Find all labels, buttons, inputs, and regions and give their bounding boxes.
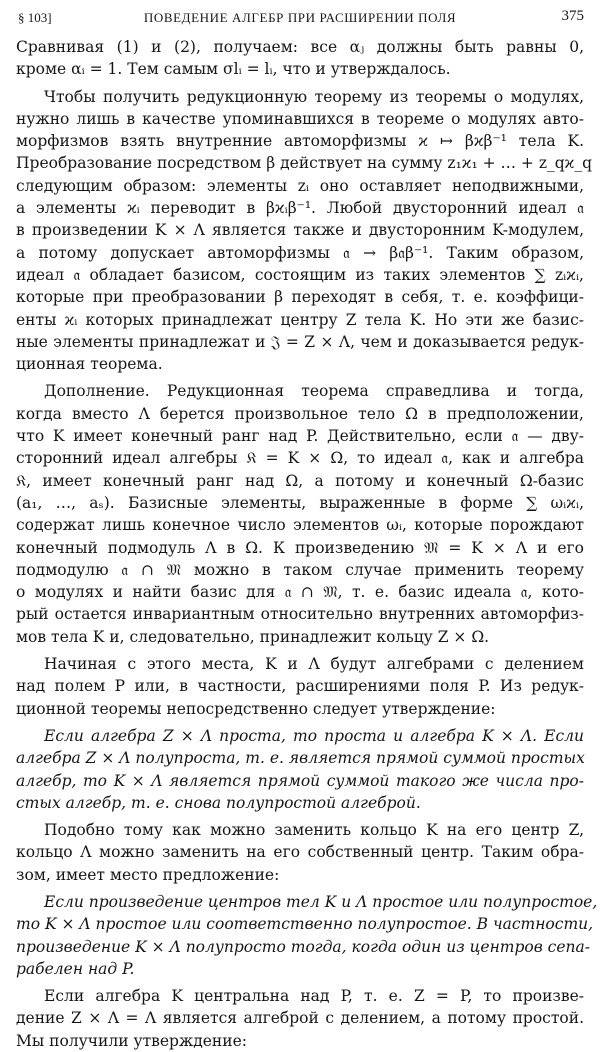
text-line: Если алгебра Z × Λ проста, то проста и алгебра K × Λ. Если bbox=[44, 726, 584, 745]
text-line: алгебра Z × Λ полупроста, т. е. является прямой суммой простых bbox=[16, 749, 585, 768]
text-line: сторонний идеал алгебры 𝔎 = K × Ω, то идеал 𝔞, как и алгебра bbox=[16, 449, 584, 468]
text-line: зом, имеет место предложение: bbox=[16, 865, 280, 884]
text-line: Подобно тому как можно заменить кольцо K на его центр Z, bbox=[44, 821, 584, 840]
text-paragraph bbox=[16, 86, 593, 376]
text-line: над полем P или, в частности, расширениями поля P. Из редук- bbox=[16, 677, 584, 696]
italic-statement-paragraph bbox=[16, 891, 598, 980]
page-number: 375 bbox=[561, 8, 584, 24]
text-line: а элементы ϰᵢ переводит в βϰᵢβ⁻¹. Любой двусторонний идеал 𝔞 bbox=[16, 199, 584, 218]
text-paragraph bbox=[16, 819, 584, 886]
page-body bbox=[16, 36, 598, 1052]
running-title: ПОВЕДЕНИЕ АЛГЕБР ПРИ РАСШИРЕНИИ ПОЛЯ bbox=[143, 10, 457, 25]
text-line: морфизмов взять внутренние автоморфизмы ϰ ↦ βϰβ⁻¹ тела K. bbox=[16, 132, 584, 151]
text-line: кольцо Λ можно заменить на его собственный центр. Таким обра- bbox=[16, 843, 584, 862]
text-line: ные элементы принадлежат и 𝔍 = Z × Λ, чем и доказывается редук- bbox=[16, 332, 584, 351]
text-line: Если произведение центров тел K и Λ простое или полупростое, bbox=[44, 892, 598, 911]
running-header bbox=[16, 6, 584, 36]
text-paragraph bbox=[16, 36, 584, 81]
text-line: конечный подмодуль Λ в Ω. К произведению 𝔐 = K × Λ и его bbox=[16, 538, 584, 557]
text-line: в произведении K × Λ является также и двусторонним K-модулем, bbox=[16, 221, 584, 240]
text-line: (a₁, …, aₛ). Базисные элементы, выраженные в форме ∑ ωᵢϰᵢ, bbox=[16, 493, 584, 512]
text-line: Преобразование посредством β действует на сумму z₁ϰ₁ + … + z_qϰ_q bbox=[16, 154, 593, 173]
text-line: Мы получили утверждение: bbox=[16, 1031, 247, 1050]
text-line: Чтобы получить редукционную теорему из теоремы о модулях, bbox=[44, 87, 584, 106]
italic-statement-paragraph bbox=[16, 725, 584, 814]
text-line: следующим образом: элементы zᵢ оно оставляет неподвижными, bbox=[16, 176, 584, 195]
text-line: Если алгебра K центральна над P, т. е. Z = P, то произве- bbox=[44, 987, 584, 1006]
text-paragraph bbox=[16, 653, 584, 720]
text-line: содержат лишь конечное число элементов ωᵢ, которые порождают bbox=[16, 516, 584, 535]
text-paragraph bbox=[16, 985, 584, 1052]
text-line: которые при преобразовании β переходят в себя, т. е. коэффици- bbox=[16, 288, 584, 307]
text-line: когда вместо Λ берется произвольное тело Ω в предположении, bbox=[16, 404, 584, 423]
text-line: кроме αᵢ = 1. Тем самым σlᵢ = lᵢ, что и утверждалось. bbox=[16, 60, 451, 79]
text-line: произведение K × Λ полупросто тогда, когда один из центров сепа- bbox=[16, 937, 590, 956]
text-line: рый остается инвариантным относительно внутренних автоморфиз- bbox=[16, 605, 584, 624]
text-line: рабелен над P. bbox=[16, 959, 135, 978]
text-line: ционная теорема. bbox=[16, 355, 163, 374]
text-line: что K имеет конечный ранг над P. Действительно, если 𝔞 — дву- bbox=[16, 427, 584, 446]
text-line: то K × Λ простое или соответственно полупростое. В частности, bbox=[16, 915, 594, 934]
text-line: Начиная с этого места, K и Λ будут алгебрами с делением bbox=[44, 655, 584, 674]
text-line: нужно лишь в качестве упоминавшихся в теореме о модулях авто- bbox=[16, 109, 584, 128]
text-line: подмодулю 𝔞 ∩ 𝔐 можно в таком случае применить теорему bbox=[16, 560, 584, 579]
text-line: идеал 𝔞 обладает базисом, состоящим из таких элементов ∑ zᵢϰᵢ, bbox=[16, 265, 584, 284]
text-line: мов тела K и, следовательно, принадлежит кольцу Z × Ω. bbox=[16, 627, 490, 646]
text-line: енты ϰᵢ которых принадлежат центру Z тела K. Но эти же базис- bbox=[16, 310, 584, 329]
text-paragraph bbox=[16, 380, 584, 648]
text-line: 𝔎, имеет конечный ранг над Ω, а потому и конечный Ω-базис bbox=[16, 471, 584, 490]
text-line: о модулях и найти базис для 𝔞 ∩ 𝔐, т. е. базис идеала 𝔞, кото- bbox=[16, 583, 584, 602]
text-line: а потому допускает автоморфизмы 𝔞 → β𝔞β⁻¹. Таким образом, bbox=[16, 243, 584, 262]
text-line: алгебр, то K × Λ является прямой суммой такого же числа про- bbox=[16, 771, 584, 790]
text-line: Дополнение. Редукционная теорема справедлива и тогда, bbox=[44, 382, 584, 401]
text-line: стых алгебр, т. е. снова полупростой алгеброй. bbox=[16, 793, 421, 812]
text-line: ционной теоремы непосредственно следует утверждение: bbox=[16, 699, 496, 718]
section-reference: § 103] bbox=[18, 10, 52, 25]
text-line: Сравнивая (1) и (2), получаем: все αⱼ должны быть равны 0, bbox=[16, 38, 584, 56]
text-line: дение Z × Λ = Λ является алгеброй с делением, а потому простой. bbox=[16, 1009, 584, 1028]
